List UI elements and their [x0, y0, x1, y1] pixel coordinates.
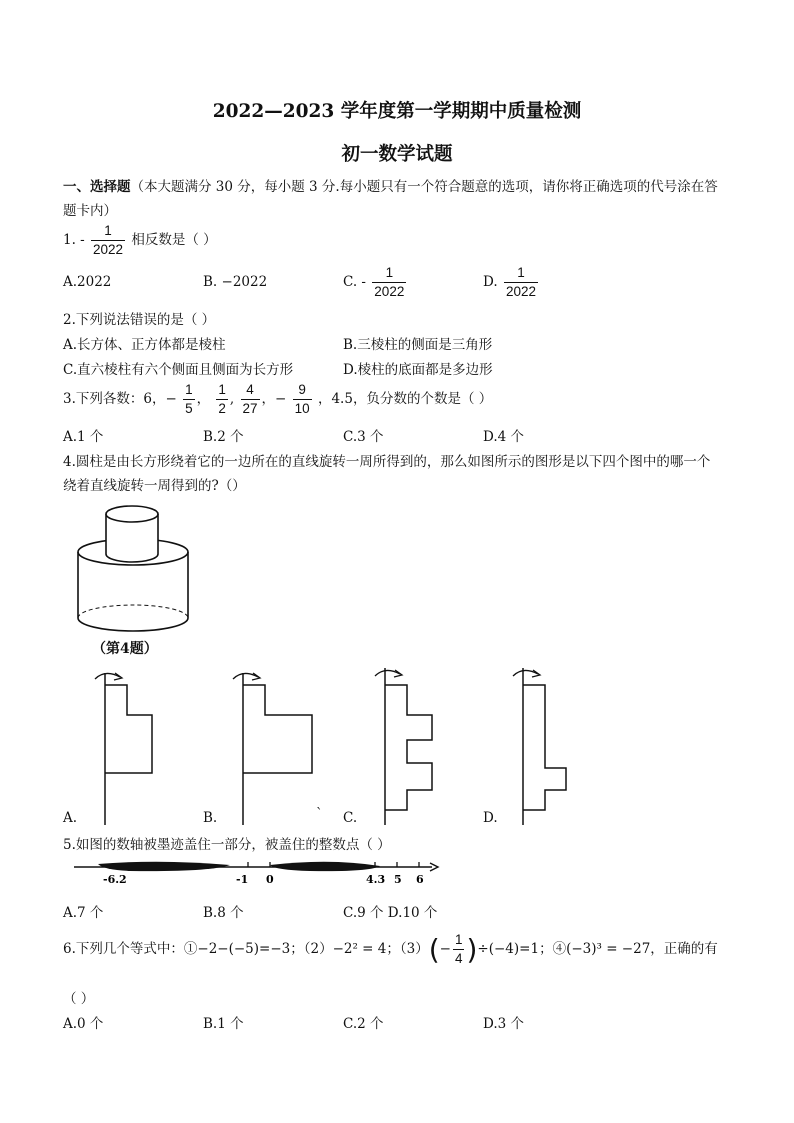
q1-suffix: 相反数是（ ） [131, 232, 217, 248]
q4-option-c-label: C. [343, 810, 358, 826]
q3-f1-den: 5 [185, 401, 193, 416]
q5-axis-label-1: -6.2 [103, 873, 127, 886]
q5-option-b: B.8 个 [203, 905, 244, 921]
q1-option-a: A.2022 [63, 274, 112, 290]
q5-option-a: A.7 个 [63, 905, 104, 921]
q6-right-paren: ) [466, 933, 478, 966]
q3-prefix: 3.下列各数：6，− [63, 391, 177, 407]
q5-axis-label-5: 5 [394, 873, 402, 886]
q6-blank: （ ） [63, 991, 95, 1007]
q5-axis-label-6: 6 [416, 873, 424, 886]
q1-option-d-prefix: D. [483, 274, 498, 290]
q6-option-d: D.3 个 [483, 1016, 525, 1032]
q1-option-c-fraction [372, 264, 406, 301]
q3-sep-3: ，− [261, 391, 287, 407]
q5-axis-label-3: 0 [266, 873, 274, 886]
q5-axis-label-2: -1 [236, 873, 249, 886]
section-instruction: （本大题满分 30 分，每小题 3 分.每小题只有一个符合题意的选项，请你将正确选项的代号涂在答 [130, 179, 718, 195]
q4-stray-tick: ` [316, 806, 323, 822]
q1-option-b: B. −2022 [203, 274, 268, 290]
q3-sep-1: ， [196, 391, 211, 407]
q4-option-b-label: B. [203, 810, 218, 826]
q2-option-c: C.直六棱柱有六个侧面且侧面为长方形 [63, 362, 294, 378]
q6-frac-den: 4 [454, 951, 463, 966]
q3-option-a: A.1 个 [63, 429, 104, 445]
q6-left-paren: ( [428, 933, 440, 966]
q6-option-a: A.0 个 [63, 1016, 104, 1032]
q3-option-d: D.4 个 [483, 429, 525, 445]
section-heading [63, 175, 718, 195]
q1-option-c-num: 1 [372, 264, 406, 283]
q4-option-a-label: A. [63, 810, 78, 826]
q2-stem: 2.下列说法错误的是（ ） [63, 312, 216, 328]
q4-figure-caption: （第4题） [92, 641, 158, 657]
q3-f2-den: 2 [218, 401, 226, 416]
q1-option-d-den: 2022 [505, 284, 536, 299]
q2-option-d: D.棱柱的底面都是多边形 [343, 362, 493, 378]
q4-option-c-figure [370, 660, 460, 825]
q3-f3-den: 27 [242, 401, 258, 416]
q1-frac-den: 2022 [93, 242, 124, 257]
q1-option-c-den: 2022 [374, 284, 405, 299]
q6-fraction [453, 931, 465, 968]
q2-option-a: A.长方体、正方体都是棱柱 [63, 337, 226, 353]
section-heading-label: 一、选择题 [63, 179, 131, 195]
section-instruction-cont: 题卡内） [63, 203, 117, 219]
q1-option-d [483, 264, 540, 301]
q3-fraction-3 [241, 381, 260, 418]
q4-cylinder-figure [70, 500, 200, 640]
q3-f2-num: 1 [216, 381, 228, 400]
q4-stem-line-2: 绕着直线旋转一周得到的?（） [63, 478, 246, 494]
q3-fraction-4 [293, 381, 312, 418]
q6-frac-num: 1 [453, 931, 465, 950]
q1-option-d-num: 1 [504, 264, 538, 283]
q1-prefix: 1. - [63, 232, 85, 248]
q4-option-d-label: D. [483, 810, 498, 826]
q5-stem: 5.如图的数轴被墨迹盖住一部分，被盖住的整数点（ ） [63, 837, 391, 853]
q6-option-c: C.2 个 [343, 1016, 384, 1032]
q3-fraction-2 [216, 381, 228, 418]
q6-mid: ÷(−4)=1；④(−3)³ = −27，正确的有 [477, 941, 718, 957]
q1-option-c [343, 264, 408, 301]
question-6: 6.下列几个等式中：①−2−(−5)=−3；（2）−2² = 4；（3）(− $\frac{1}{4}$ )÷(−4)=1；④(−3)³ = −27，正确的有 [63, 932, 718, 966]
q1-option-c-prefix: C. - [343, 274, 366, 290]
q1-fraction [91, 222, 125, 259]
question-3 [63, 381, 492, 418]
q5-axis-label-4: 4.3 [366, 873, 386, 886]
q3-sep-2: , [229, 391, 235, 407]
q3-f1-num: 1 [183, 381, 195, 400]
q4-option-d-figure [508, 660, 598, 825]
q1-option-d-fraction [504, 264, 538, 301]
q3-f4-den: 10 [294, 401, 310, 416]
q6-option-b: B.1 个 [203, 1016, 244, 1032]
q6-stem: 6.下列几个等式中：①−2−(−5)=−3；（2）−2² = 4；（3） [63, 941, 429, 957]
q3-option-b: B.2 个 [203, 429, 244, 445]
exam-subtitle: 初一数学试题 [341, 144, 453, 165]
q3-fraction-1 [183, 381, 195, 418]
q5-number-line [70, 855, 450, 895]
q3-suffix: ，4.5，负分数的个数是（ ） [317, 391, 493, 407]
exam-title: 2022—2023 学年度第一学期期中质量检测 [212, 101, 582, 122]
q3-f4-num: 9 [293, 381, 312, 400]
q3-option-c: C.3 个 [343, 429, 384, 445]
question-1 [63, 222, 217, 259]
q4-option-a-figure [90, 665, 160, 825]
q2-option-b: B.三棱柱的侧面是三角形 [343, 337, 493, 353]
q5-option-cd: C.9 个 D.10 个 [343, 905, 438, 921]
q3-f3-num: 4 [241, 381, 260, 400]
q1-frac-num: 1 [91, 222, 125, 241]
q4-option-b-figure [228, 665, 318, 825]
q4-stem-line-1: 4.圆柱是由长方形绕着它的一边所在的直线旋转一周所得到的，那么如图所示的图形是以下四个图中的哪一个 [63, 454, 711, 470]
